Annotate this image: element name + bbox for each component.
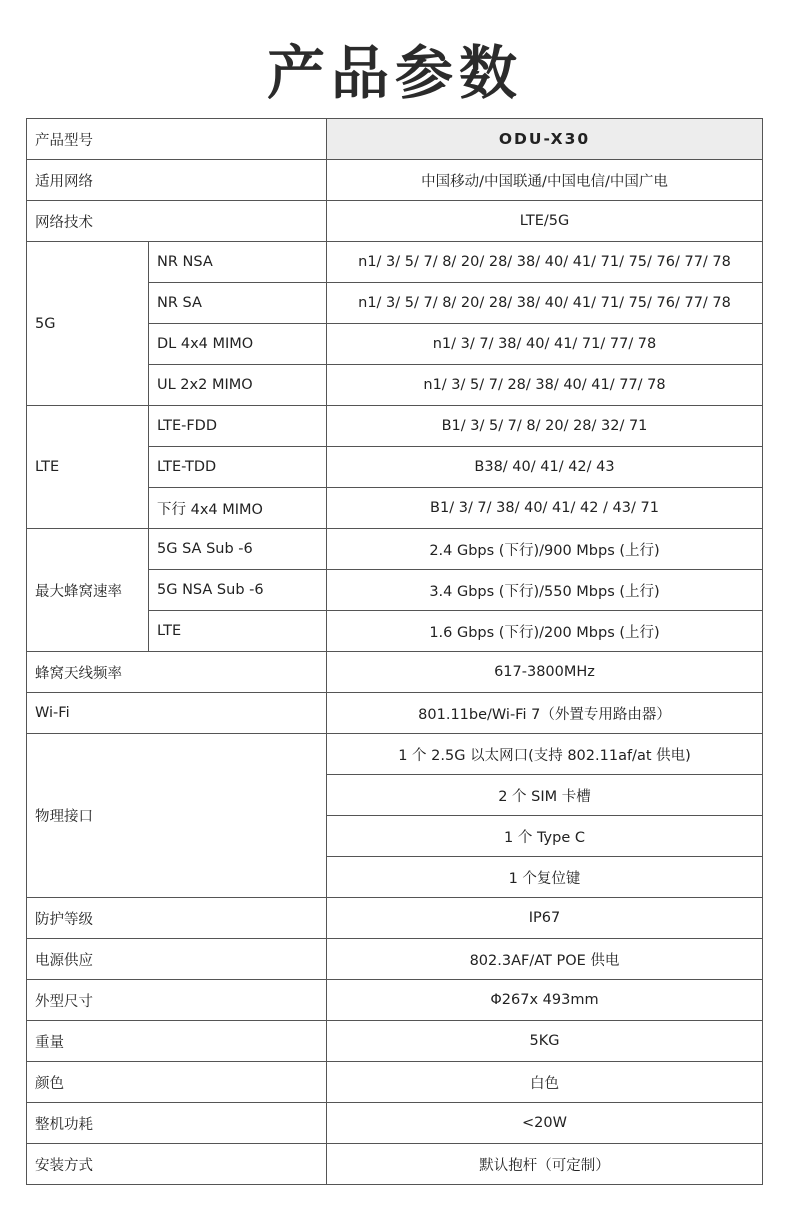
5g-dl-value: n1/ 3/ 7/ 38/ 40/ 41/ 71/ 77/ 78 [327, 324, 763, 365]
network-label: 适用网络 [27, 160, 327, 201]
model-label: 产品型号 [27, 119, 327, 160]
table-row-color [27, 1062, 763, 1103]
consumption-value: <20W [327, 1103, 763, 1144]
port-reset-value: 1 个复位键 [327, 857, 763, 898]
protection-value: IP67 [327, 898, 763, 939]
port-sim-value: 2 个 SIM 卡槽 [327, 775, 763, 816]
speed-lte-value: 1.6 Gbps (下行)/200 Mbps (上行) [327, 611, 763, 652]
model-value: ODU-X30 [327, 119, 763, 160]
speed-group-label: 最大蜂窝速率 [27, 529, 149, 652]
5g-sa-value: n1/ 3/ 5/ 7/ 8/ 20/ 28/ 38/ 40/ 41/ 71/ 75/ 76/ 77/ 78 [327, 283, 763, 324]
table-row-consumption [27, 1103, 763, 1144]
weight-value: 5KG [327, 1021, 763, 1062]
speed-sa-value: 2.4 Gbps (下行)/900 Mbps (上行) [327, 529, 763, 570]
speed-nsa-name: 5G NSA Sub -6 [149, 570, 327, 611]
tech-label: 网络技术 [27, 201, 327, 242]
table-row-speed-sa [27, 529, 763, 570]
lte-fdd-value: B1/ 3/ 5/ 7/ 8/ 20/ 28/ 32/ 71 [327, 406, 763, 447]
table-row-install [27, 1144, 763, 1185]
table-row-model [27, 119, 763, 160]
wifi-value: 801.11be/Wi-Fi 7（外置专用路由器） [327, 693, 763, 734]
protection-label: 防护等级 [27, 898, 327, 939]
freq-label: 蜂窝天线频率 [27, 652, 327, 693]
port-ethernet-value: 1 个 2.5G 以太网口(支持 802.11af/at 供电) [327, 734, 763, 775]
lte-tdd-value: B38/ 40/ 41/ 42/ 43 [327, 447, 763, 488]
5g-nsa-value: n1/ 3/ 5/ 7/ 8/ 20/ 28/ 38/ 40/ 41/ 71/ 75/ 76/ 77/ 78 [327, 242, 763, 283]
consumption-label: 整机功耗 [27, 1103, 327, 1144]
table-row-power [27, 939, 763, 980]
tech-value: LTE/5G [327, 201, 763, 242]
color-label: 颜色 [27, 1062, 327, 1103]
freq-value: 617-3800MHz [327, 652, 763, 693]
wifi-label: Wi-Fi [27, 693, 327, 734]
5g-sa-name: NR SA [149, 283, 327, 324]
table-row-network [27, 160, 763, 201]
5g-ul-name: UL 2x2 MIMO [149, 365, 327, 406]
table-row-weight [27, 1021, 763, 1062]
table-row-port-ethernet [27, 734, 763, 775]
lte-mimo-value: B1/ 3/ 7/ 38/ 40/ 41/ 42 / 43/ 71 [327, 488, 763, 529]
install-label: 安装方式 [27, 1144, 327, 1185]
speed-nsa-value: 3.4 Gbps (下行)/550 Mbps (上行) [327, 570, 763, 611]
spec-table [26, 118, 763, 1185]
page-title: 产品参数 [266, 39, 523, 107]
table-row-lte-fdd [27, 406, 763, 447]
table-row-wifi [27, 693, 763, 734]
size-value: Φ267x 493mm [327, 980, 763, 1021]
size-label: 外型尺寸 [27, 980, 327, 1021]
5g-nsa-name: NR NSA [149, 242, 327, 283]
port-typec-value: 1 个 Type C [327, 816, 763, 857]
table-row-5g-nsa [27, 242, 763, 283]
lte-fdd-name: LTE-FDD [149, 406, 327, 447]
speed-sa-name: 5G SA Sub -6 [149, 529, 327, 570]
network-value: 中国移动/中国联通/中国电信/中国广电 [327, 160, 763, 201]
5g-ul-value: n1/ 3/ 5/ 7/ 28/ 38/ 40/ 41/ 77/ 78 [327, 365, 763, 406]
lte-group-label: LTE [27, 406, 149, 529]
speed-lte-name: LTE [149, 611, 327, 652]
power-label: 电源供应 [27, 939, 327, 980]
table-row-size [27, 980, 763, 1021]
ports-label: 物理接口 [27, 734, 327, 898]
power-value: 802.3AF/AT POE 供电 [327, 939, 763, 980]
color-value: 白色 [327, 1062, 763, 1103]
table-row-freq [27, 652, 763, 693]
5g-dl-name: DL 4x4 MIMO [149, 324, 327, 365]
lte-tdd-name: LTE-TDD [149, 447, 327, 488]
install-value: 默认抱杆（可定制） [327, 1144, 763, 1185]
table-row-protection [27, 898, 763, 939]
table-row-tech [27, 201, 763, 242]
lte-mimo-name: 下行 4x4 MIMO [149, 488, 327, 529]
weight-label: 重量 [27, 1021, 327, 1062]
5g-group-label: 5G [27, 242, 149, 406]
